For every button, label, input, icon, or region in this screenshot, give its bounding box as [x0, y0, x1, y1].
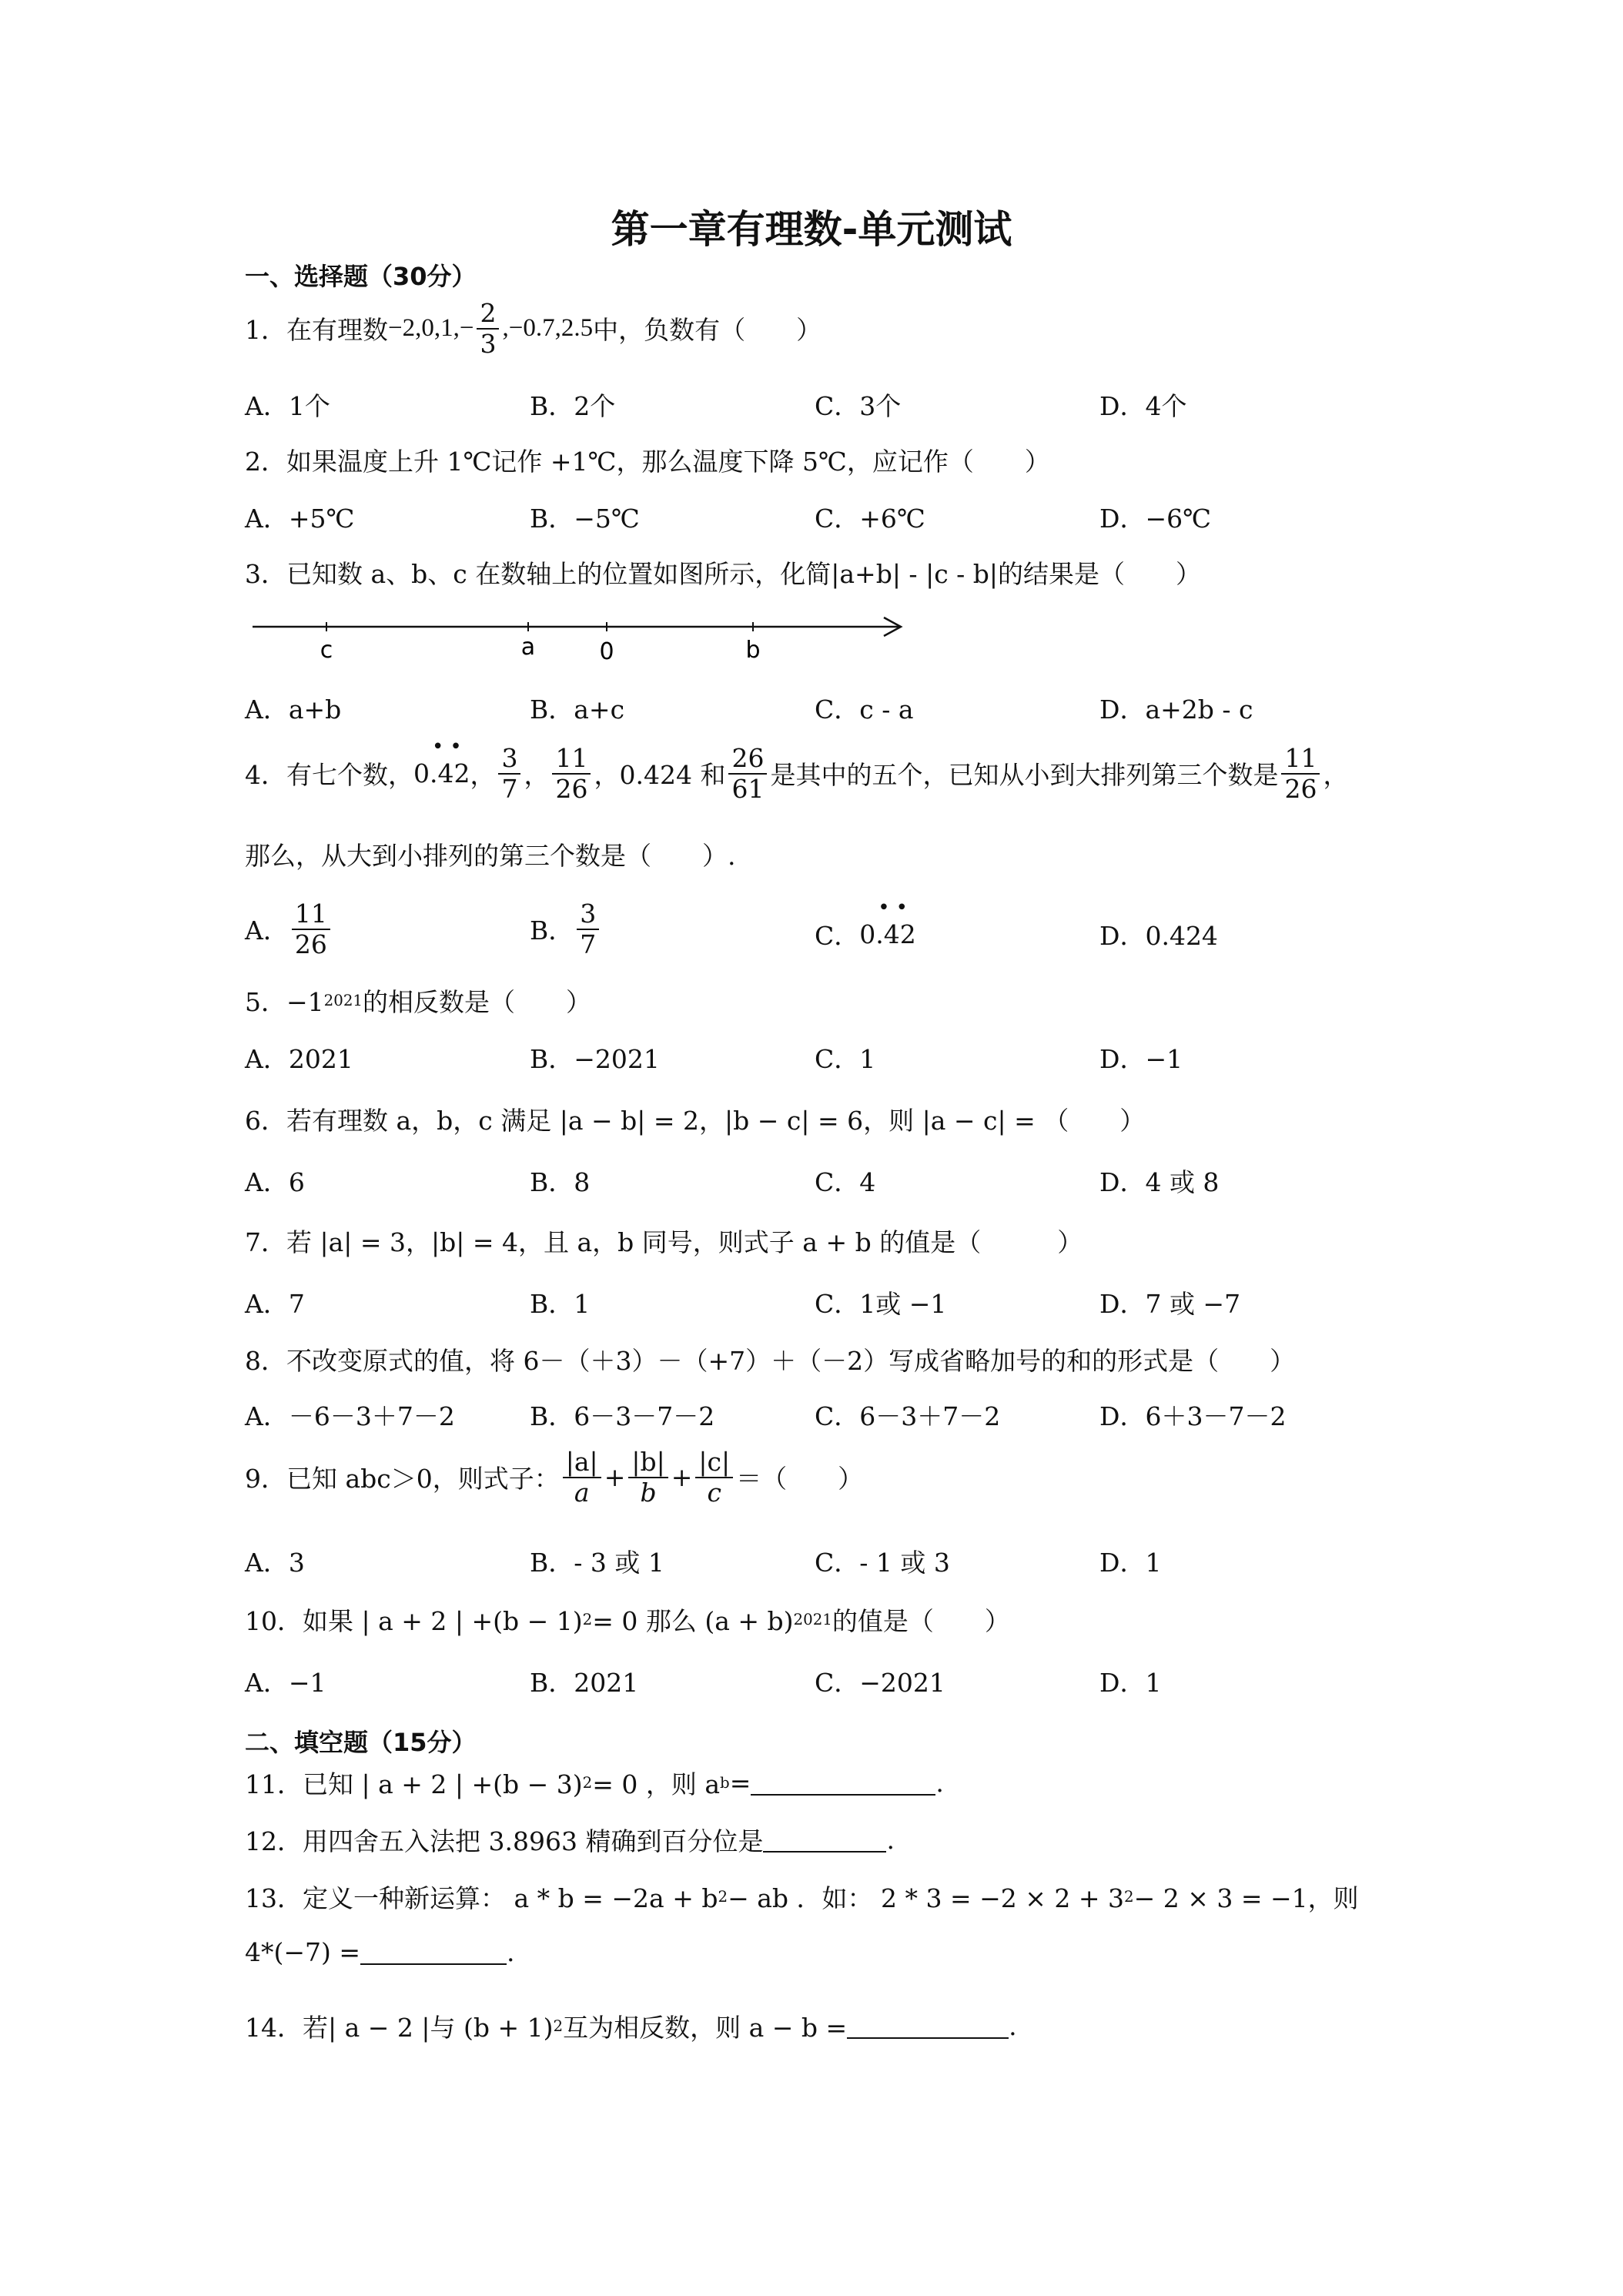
- q9-option-d[interactable]: D．1: [1099, 1548, 1162, 1578]
- q12-answer-blank[interactable]: [763, 1828, 886, 1853]
- number-line: [245, 608, 922, 670]
- q3-option-b[interactable]: B．a+c: [530, 694, 625, 725]
- q4-middle: ，0.424 和: [594, 760, 726, 791]
- q4-option-b[interactable]: B． $\frac{3}{7}$: [530, 899, 602, 959]
- question-1: [245, 299, 822, 359]
- q4-option-a[interactable]: A． $\frac{11}{26}$: [245, 899, 333, 959]
- q8-option-a[interactable]: A．－6－3＋7－2: [245, 1401, 455, 1431]
- question-9: 9．已知 abc＞0，则式子： $\frac{|a|}{a}$ + $\frac{|b|}{b}$ + $\frac{|c|}{c}$ ＝（ ）: [245, 1447, 864, 1508]
- question-8: 8．不改变原式的值，将 6－（＋3）－（+7）＋（－2）写成省略加号的和的形式是（ ）: [245, 1346, 1296, 1376]
- q1-suffix: 中，负数有（ ）: [593, 315, 822, 346]
- q7-option-a[interactable]: A．7: [245, 1289, 305, 1319]
- q7-option-d[interactable]: D．7 或 −7: [1099, 1289, 1241, 1319]
- q10-option-c[interactable]: C．−2021: [815, 1668, 945, 1698]
- q14-answer-blank[interactable]: [847, 2014, 1009, 2039]
- q11-answer-blank[interactable]: [751, 1771, 935, 1796]
- q3-option-a[interactable]: A．a+b: [245, 694, 342, 725]
- q4-option-d[interactable]: D．0.424: [1099, 921, 1218, 951]
- q2-option-a[interactable]: A．+5℃: [245, 504, 355, 534]
- question-13-line2: 4*(−7) = .: [245, 1937, 515, 1967]
- q13-answer-blank[interactable]: [360, 1940, 507, 1965]
- section-heading-choice: 一、选择题（30分）: [245, 262, 477, 291]
- label-b: b: [745, 637, 761, 664]
- q2-option-b[interactable]: B．−5℃: [530, 504, 640, 534]
- q9-fraction-a: $\frac{|a|}{a}$: [563, 1448, 601, 1508]
- q8-option-c[interactable]: C．6－3＋7－2: [815, 1401, 1001, 1431]
- q5-option-c[interactable]: C．1: [815, 1044, 876, 1074]
- q4-fraction-26-61: $\frac{26}{61}$: [728, 744, 767, 804]
- q1-option-d[interactable]: D．4个: [1099, 391, 1187, 421]
- q7-option-c[interactable]: C．1或 −1: [815, 1289, 947, 1319]
- q1-fraction: $\frac{2}{3}$: [477, 299, 499, 359]
- question-11: 11．已知 | a + 2 | +(b − 3) 2 = 0 ，则 a b = .: [245, 1768, 944, 1799]
- repeat-dots-icon: ••: [432, 735, 468, 759]
- q9-option-b[interactable]: B．- 3 或 1: [530, 1548, 664, 1578]
- question-5: 5．−1 2021 的相反数是（ ）: [245, 987, 591, 1017]
- question-4: 4．有七个数， •• 0.42 ， $\frac{3}{7}$ ， $\frac{11}{26}$ ，0.424 和 $\frac{26}{61}$ 是其中的五个，已知从小到大排列第三个数是 $\frac{11}{26}$ ，: [245, 735, 1349, 804]
- label-a: a: [520, 634, 536, 661]
- q4-fraction-11-26-b: $\frac{11}{26}$: [1281, 744, 1320, 804]
- q1-option-b[interactable]: B．2个: [530, 391, 616, 421]
- question-6: 6．若有理数 a，b，c 满足 |a − b| = 2，|b − c| = 6，则 |a − c| = （ ）: [245, 1106, 1146, 1136]
- q6-option-a[interactable]: A．6: [245, 1167, 305, 1197]
- question-12: 12．用四舍五入法把 3.8963 精确到百分位是 .: [245, 1825, 895, 1856]
- q7-option-b[interactable]: B．1: [530, 1289, 591, 1319]
- q6-option-d[interactable]: D．4 或 8: [1099, 1167, 1220, 1197]
- q10-option-a[interactable]: A．−1: [245, 1668, 326, 1698]
- section-heading-fill: 二、填空题（15分）: [245, 1728, 477, 1757]
- q5-option-d[interactable]: D．−1: [1099, 1044, 1183, 1074]
- q4-repeating-decimal: •• 0.42: [413, 735, 470, 789]
- q1-option-c[interactable]: C．3个: [815, 391, 902, 421]
- label-c: c: [320, 637, 333, 664]
- q5-option-b[interactable]: B．−2021: [530, 1044, 660, 1074]
- q3-option-c[interactable]: C．c - a: [815, 694, 914, 725]
- repeat-dots-icon: ••: [878, 896, 914, 919]
- q9-fraction-b: $\frac{|b|}{b}$: [628, 1448, 668, 1508]
- q6-option-c[interactable]: C．4: [815, 1167, 876, 1197]
- q1-numbers-2: ,−0.7,2.5: [502, 314, 594, 343]
- q10-option-d[interactable]: D．1: [1099, 1668, 1162, 1698]
- q10-option-b[interactable]: B．2021: [530, 1668, 639, 1698]
- question-7: 7．若 |a| = 3，|b| = 4，且 a，b 同号，则式子 a + b 的值是（ ）: [245, 1227, 1083, 1257]
- page-title: 第一章有理数-单元测试: [611, 207, 1012, 252]
- q4-fraction-3-7: $\frac{3}{7}$: [498, 744, 520, 804]
- question-14: 14．若| a − 2 |与 (b + 1) 2 互为相反数，则 a − b = .: [245, 2011, 1017, 2043]
- question-2: 2．如果温度上升 1℃记作 +1℃，那么温度下降 5℃，应记作（ ）: [245, 447, 1050, 477]
- q4-option-c[interactable]: C． •• 0.42: [815, 896, 916, 951]
- question-10: 10．如果 | a + 2 | +(b − 1) 2 = 0 那么 (a + b) 2021 的值是（ ）: [245, 1606, 1010, 1636]
- q9-fraction-c: $\frac{|c|}{c}$: [695, 1448, 733, 1508]
- q1-option-a[interactable]: A．1个: [245, 391, 330, 421]
- q4-fraction-11-26: $\frac{11}{26}$: [552, 744, 591, 804]
- question-4-line2: 那么，从大到小排列的第三个数是（ ）.: [245, 841, 736, 871]
- question-3: 3．已知数 a、b、c 在数轴上的位置如图所示，化简|a+b| - |c - b|的结果是（ ）: [245, 559, 1202, 589]
- q4-prefix: 4．有七个数，: [245, 760, 413, 791]
- q3-option-d[interactable]: D．a+2b - c: [1099, 694, 1253, 725]
- q2-option-c[interactable]: C．+6℃: [815, 504, 925, 534]
- q1-numbers: −2,0,1,−: [388, 314, 474, 343]
- q6-option-b[interactable]: B．8: [530, 1167, 591, 1197]
- q1-prefix: 1．在有理数: [245, 315, 388, 346]
- q8-option-d[interactable]: D．6＋3－7－2: [1099, 1401, 1287, 1431]
- q4-suffix: 是其中的五个，已知从小到大排列第三个数是: [770, 760, 1279, 791]
- q5-option-a[interactable]: A．2021: [245, 1044, 353, 1074]
- q9-option-c[interactable]: C．- 1 或 3: [815, 1548, 950, 1578]
- label-0: 0: [599, 638, 614, 665]
- q8-option-b[interactable]: B．6－3－7－2: [530, 1401, 715, 1431]
- question-13: 13．定义一种新运算： a * b = −2a + b 2 − ab ．如： 2 * 3 = −2 × 2 + 3 2 − 2 × 3 = −1，则: [245, 1883, 1359, 1913]
- q2-option-d[interactable]: D．−6℃: [1099, 504, 1212, 534]
- q9-option-a[interactable]: A．3: [245, 1548, 305, 1578]
